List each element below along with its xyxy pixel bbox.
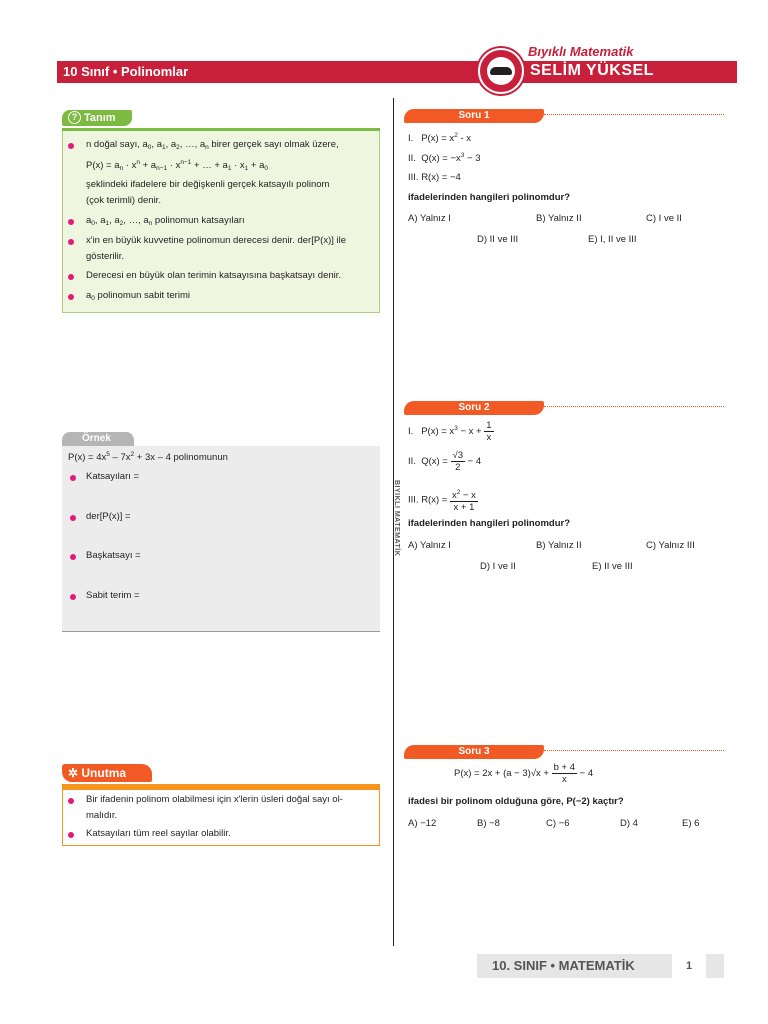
soru-1-item-1: I. $P(x) = x^2 - x$: [408, 132, 472, 144]
side-watermark: BIYIKLI MATEMATİK: [393, 480, 400, 557]
bullet-icon: [70, 594, 76, 600]
tanim-line-7: gösterilir.: [86, 251, 125, 262]
brand-author: SELİM YÜKSEL: [530, 62, 654, 79]
soru-2-option-c[interactable]: C) Yalnız III: [646, 540, 695, 551]
soru-2-item-3: III. R(x) = $\frac{x^2 - x}{x + 1}$: [408, 489, 476, 513]
soru-2-option-b[interactable]: B) Yalnız II: [536, 540, 582, 551]
tanim-line-4: (çok terimli) denir.: [86, 195, 161, 206]
tanim-formula: $P(x) = a_n \cdot x^n + a_{n-1} \cdot x^{n-1}$ + … + $a_1 \cdot x_1 + a_0$: [86, 159, 269, 172]
brand-logo: [478, 48, 524, 94]
soru-2-option-d[interactable]: D) I ve II: [480, 561, 516, 572]
unutma-line-2: malıdır.: [86, 810, 118, 821]
bullet-icon: [70, 475, 76, 481]
bullet-icon: [68, 274, 74, 280]
soru-1-question: ifadelerinden hangileri polinomdur?: [408, 192, 571, 203]
soru-1-option-d[interactable]: D) II ve III: [477, 234, 519, 245]
bullet-icon: [68, 219, 74, 225]
bullet-icon: [68, 832, 74, 838]
bullet-icon: [68, 239, 74, 245]
soru-1-option-b[interactable]: B) Yalnız II: [536, 213, 582, 224]
ornek-item: der[P(x)] =: [86, 511, 131, 522]
soru-1-option-a[interactable]: A) Yalnız I: [408, 213, 451, 224]
soru-1-label: Soru 1: [404, 109, 544, 123]
soru-2-option-e[interactable]: E) II ve III: [592, 561, 633, 572]
brand-name: Bıyıklı Matematik: [528, 44, 634, 59]
tanim-line-9: $a_0$ polinomun sabit terimi: [86, 290, 190, 302]
bullet-icon: [68, 143, 74, 149]
flower-icon: ✲: [68, 766, 82, 780]
bullet-icon: [70, 515, 76, 521]
soru-1-item-3: III. R(x) = −4: [408, 172, 461, 183]
soru-3-option-a[interactable]: A) −12: [408, 818, 437, 829]
footer-label: 10. SINIF • MATEMATİK: [492, 958, 635, 973]
soru-2-question: ifadelerinden hangileri polinomdur?: [408, 518, 571, 529]
soru-1-divider: [544, 114, 724, 115]
soru-2-divider: [544, 406, 724, 407]
unutma-line-3: Katsayıları tüm reel sayılar olabilir.: [86, 828, 231, 839]
soru-2-option-a[interactable]: A) Yalnız I: [408, 540, 451, 551]
soru-3-formula: P(x) = 2x + (a − 3)√x + $\frac{b + 4}{x}$ − 4: [454, 762, 594, 785]
soru-1-option-e[interactable]: E) I, II ve III: [588, 234, 637, 245]
ornek-label: Örnek: [62, 432, 134, 446]
tanim-line-8: Derecesi en büyük olan terimin katsayısına başkatsayı denir.: [86, 270, 342, 281]
soru-3-option-d[interactable]: D) 4: [620, 818, 638, 829]
bullet-icon: [68, 798, 74, 804]
soru-2-label: Soru 2: [404, 401, 544, 415]
soru-1-option-c[interactable]: C) I ve II: [646, 213, 682, 224]
footer-square: [706, 954, 724, 978]
ornek-polynomial: $P(x) = 4x^5 - 7x^2 + 3x - 4$ polinomunun: [68, 451, 228, 463]
tanim-line-5: $a_0$, $a_1$, $a_2$, …, $a_n$ polinomun katsayıları: [86, 215, 245, 227]
ornek-item: Sabit terim =: [86, 590, 140, 601]
tanim-line-1: n doğal sayı, $a_0$, $a_1$, $a_2$, …, $a_n$ birer gerçek sayı olmak üzere,: [86, 139, 339, 151]
unutma-label: ✲ Unutma: [62, 764, 152, 782]
question-icon: ?: [68, 111, 81, 124]
soru-2-item-1: I. $P(x) = x^3 - x$ + $\frac{1}{x}$: [408, 420, 492, 443]
ornek-item: Başkatsayı =: [86, 550, 141, 561]
soru-3-option-b[interactable]: B) −8: [477, 818, 500, 829]
unutma-line-1: Bir ifadenin polinom olabilmesi için x'lerin üsleri doğal sayı ol-: [86, 794, 343, 805]
page-number: 1: [686, 960, 693, 972]
bullet-icon: [70, 554, 76, 560]
soru-2-item-2: II. Q(x) = $\frac{√3}{2}$ − 4: [408, 450, 482, 473]
tanim-label: ? Tanım: [62, 110, 132, 126]
soru-1-item-2: II. $Q(x) = -x^3 - 3$: [408, 152, 481, 164]
soru-3-divider: [544, 750, 724, 751]
soru-3-label: Soru 3: [404, 745, 544, 759]
ornek-item: Katsayıları =: [86, 471, 140, 482]
soru-3-option-c[interactable]: C) −6: [546, 818, 570, 829]
soru-3-option-e[interactable]: E) 6: [682, 818, 700, 829]
page-title: 10 Sınıf • Polinomlar: [63, 64, 189, 79]
bullet-icon: [68, 294, 74, 300]
tanim-line-6: x'in en büyük kuvvetine polinomun derecesi denir. der[P(x)] ile: [86, 235, 347, 246]
soru-3-question: ifadesi bir polinom olduğuna göre, P(−2) kaçtır?: [408, 796, 624, 807]
tanim-line-3: şeklindeki ifadelere bir değişkenli gerçek katsayılı polinom: [86, 179, 330, 190]
